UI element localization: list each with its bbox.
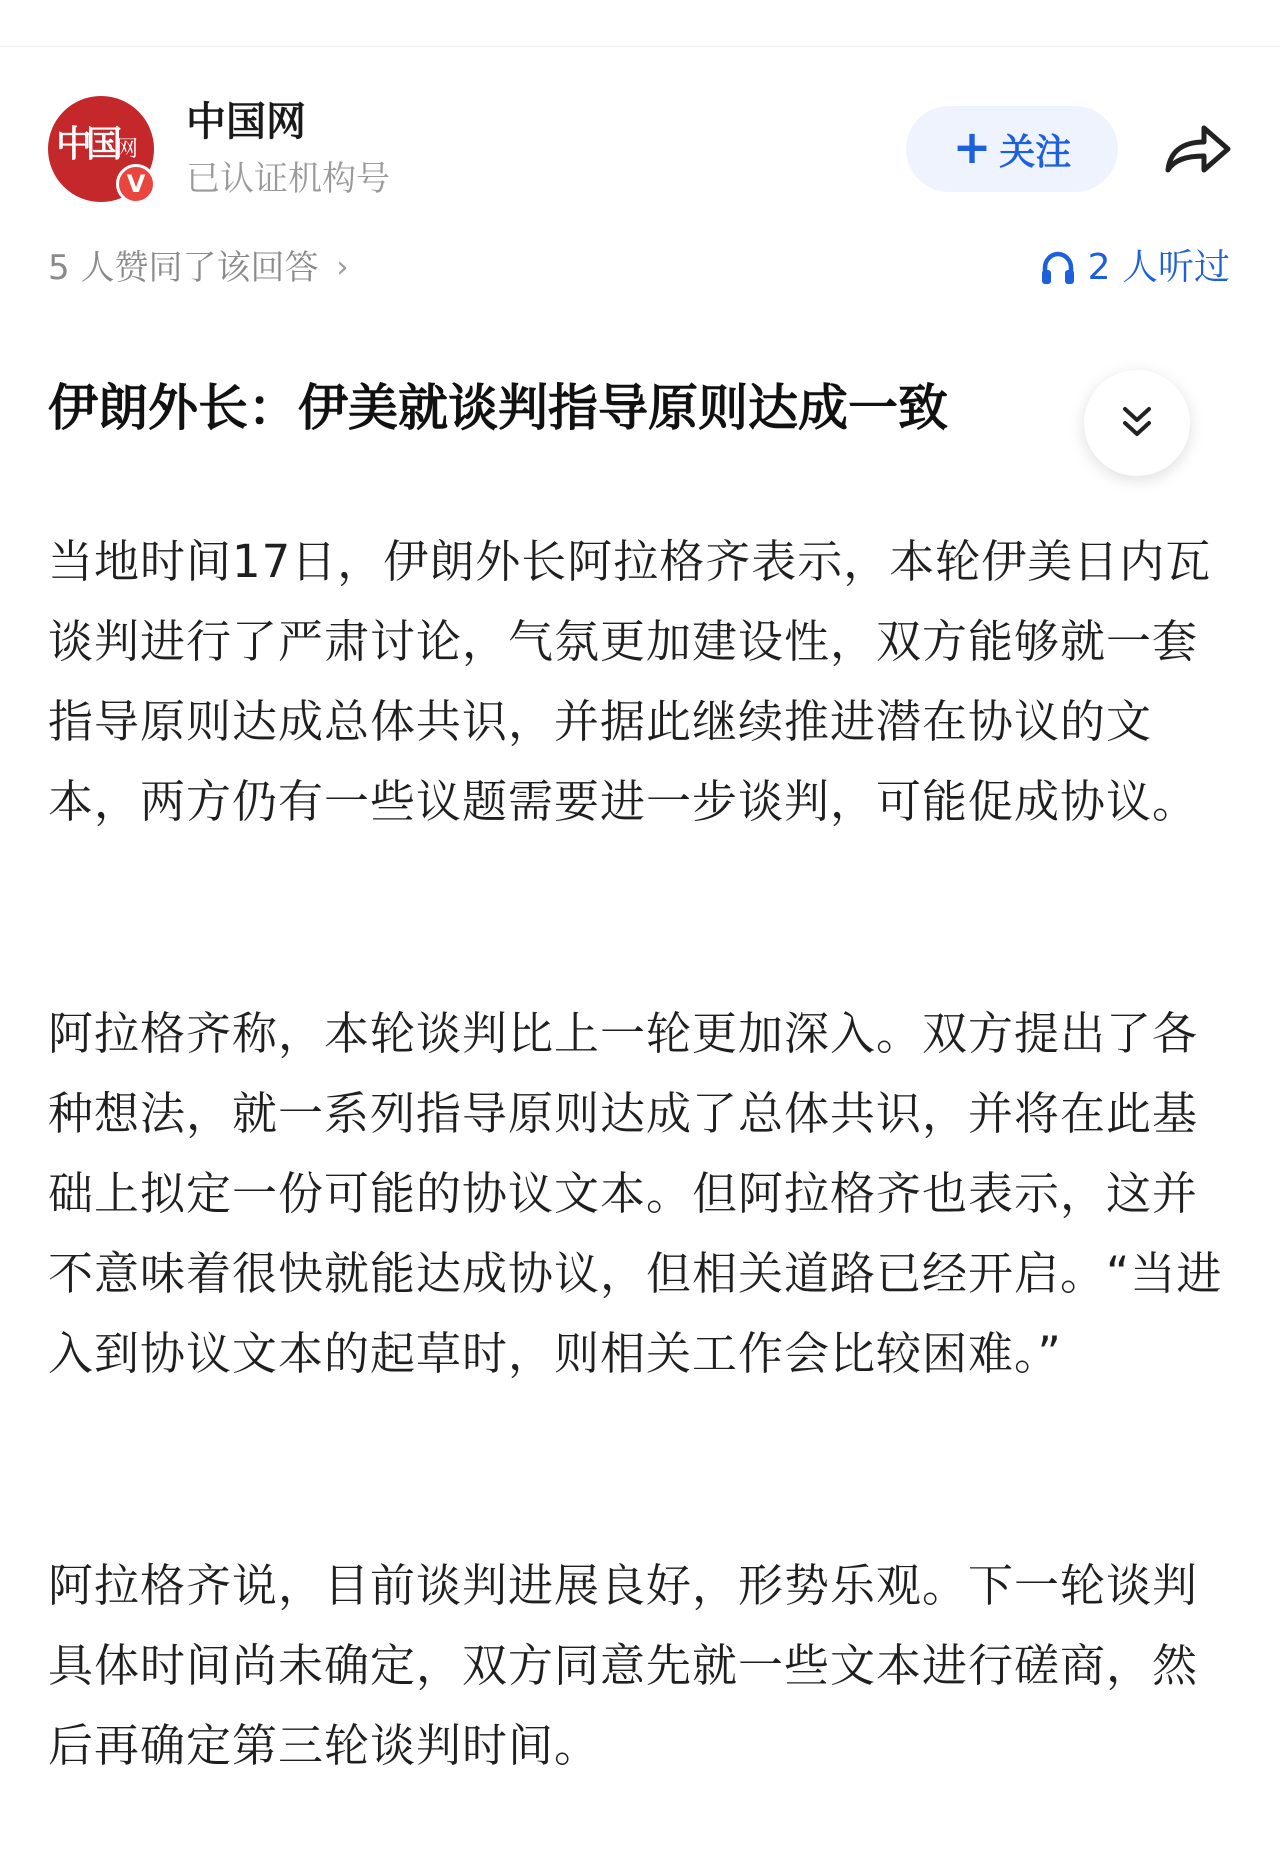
article-paragraph: 当地时间17日，伊朗外长阿拉格齐表示，本轮伊美日内瓦谈判进行了严肃讨论，气氛更加建设性，双方能够就一套指导原则达成总体共识，并据此继续推进潜在协议的文本，两方仍有一些议题需要进一步谈判，可能促成协议。 bbox=[48, 535, 1212, 828]
expand-button[interactable] bbox=[1084, 370, 1190, 476]
agree-count-link[interactable] bbox=[48, 246, 348, 290]
plus-icon: + bbox=[952, 120, 992, 174]
article-title: 伊朗外长：伊美就谈判指导原则达成一致 bbox=[48, 379, 948, 437]
article-paragraph: 阿拉格齐说，目前谈判进展良好，形势乐观。下一轮谈判具体时间尚未确定，双方同意先就一些文本进行磋商，然后再确定第三轮谈判时间。 bbox=[48, 1559, 1199, 1772]
share-arrow-icon[interactable] bbox=[1160, 118, 1234, 180]
headphone-icon bbox=[1040, 250, 1076, 286]
article-paragraph: 阿拉格齐称，本轮谈判比上一轮更加深入。双方提出了各种想法，就一系列指导原则达成了总体共识，并将在此基础上拟定一份可能的协议文本。但阿拉格齐也表示，这并不意味着很快就能达成协议，但相关道路已经开启。“当进入到协议文本的起草时，则相关工作会比较困难。” bbox=[48, 1007, 1223, 1380]
chevron-right-icon: › bbox=[336, 250, 349, 285]
verified-badge-icon: V bbox=[116, 164, 156, 204]
follow-button[interactable] bbox=[906, 106, 1118, 192]
agree-count-text: 5 人赞同了该回答 bbox=[48, 248, 319, 288]
top-divider bbox=[0, 46, 1280, 47]
avatar[interactable] bbox=[48, 96, 154, 202]
follow-button-label: 关注 bbox=[999, 131, 1072, 173]
author-name[interactable]: 中国网 bbox=[186, 99, 306, 145]
avatar-logo-text: 中国网 bbox=[56, 123, 139, 165]
listen-count-text: 2 人听过 bbox=[1087, 247, 1230, 288]
listen-count[interactable] bbox=[1040, 246, 1230, 290]
double-chevron-down-icon bbox=[1117, 403, 1157, 443]
author-verified-label: 已认证机构号 bbox=[186, 159, 390, 199]
